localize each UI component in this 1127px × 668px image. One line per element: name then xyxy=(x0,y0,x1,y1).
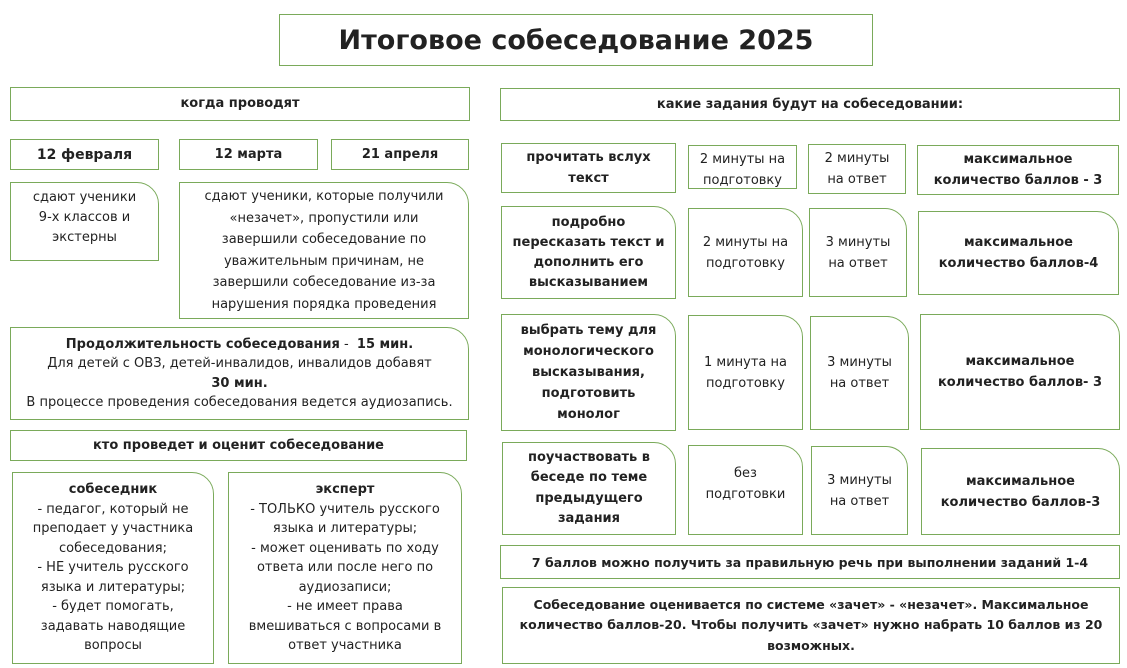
expert-box xyxy=(228,472,462,664)
answer-text: 3 минуты xyxy=(827,355,892,370)
who-header xyxy=(10,430,467,461)
task-text: задания xyxy=(557,511,621,526)
feb-desc-line: 9-х классов и xyxy=(38,210,131,225)
duration-box xyxy=(10,327,469,420)
mar-desc-line: нарушения порядка проведения xyxy=(211,296,437,312)
feb-desc-line: сдают ученики xyxy=(32,190,137,205)
task-text: пересказать текст и xyxy=(512,234,665,250)
task-text: поучаствовать в xyxy=(528,449,650,465)
task-row-4-score xyxy=(921,448,1120,535)
task-row-3-score xyxy=(920,314,1120,430)
mar-desc-line: уважительным причинам, не xyxy=(223,253,425,269)
task-text: высказывания, xyxy=(532,365,645,380)
answer-text: 3 минуты xyxy=(827,472,892,488)
date-apr-label: 21 апреля xyxy=(361,146,439,162)
duration-label: Продолжительность собеседования xyxy=(65,336,340,352)
interlocutor-line: языка и литературы; xyxy=(40,579,186,595)
duration-line-1 xyxy=(66,335,413,355)
task-row-4-task xyxy=(502,442,676,535)
grading-box xyxy=(502,587,1120,664)
interlocutor-line: преподает у участника xyxy=(32,521,194,537)
prep-text: подготовки xyxy=(705,487,786,502)
task-text: беседе по теме xyxy=(530,470,648,485)
task-row-1-prep xyxy=(688,145,797,189)
task-text: выбрать тему для xyxy=(520,323,657,338)
prep-text: 2 минуты на xyxy=(702,234,789,250)
prep-text: 2 минуты на xyxy=(699,152,786,167)
mar-desc-line: сдают ученики, которые получили xyxy=(204,189,444,204)
task-row-3-prep xyxy=(688,315,803,430)
answer-text: 3 минуты xyxy=(825,234,891,250)
duration-extra: 30 мин. xyxy=(211,375,268,391)
answer-text: на ответ xyxy=(829,376,890,391)
who-header-label: кто проведет и оценит собеседование xyxy=(92,437,384,453)
answer-text: на ответ xyxy=(829,493,890,509)
score-text: количество баллов- 3 xyxy=(937,375,1103,390)
expert-line: - не имеет права xyxy=(287,599,403,615)
interlocutor-line: собеседования; xyxy=(59,540,167,556)
score-text: максимальное xyxy=(963,152,1073,167)
feb-desc-line: экстерны xyxy=(52,230,117,245)
duration-line-4: В процессе проведения собеседования ведется аудиозапись. xyxy=(26,395,453,410)
score-text: количество баллов-4 xyxy=(938,256,1099,271)
task-row-2-prep xyxy=(688,208,803,297)
speech-note xyxy=(500,545,1120,579)
task-text: монологического xyxy=(523,344,654,359)
mar-description xyxy=(179,182,469,319)
interlocutor-title: собеседник xyxy=(68,482,158,498)
score-text: максимальное xyxy=(964,235,1073,250)
score-text: максимальное xyxy=(965,354,1075,369)
duration-value: 15 мин. xyxy=(356,336,414,352)
grading-line: возможных. xyxy=(767,637,855,653)
task-row-1-task xyxy=(501,143,676,193)
task-text: монолог xyxy=(557,407,620,422)
prep-text: подготовку xyxy=(706,255,785,271)
score-text: количество баллов - 3 xyxy=(933,173,1103,188)
expert-line: аудиозаписи; xyxy=(298,579,392,595)
page-title-box xyxy=(279,14,873,66)
expert-line: вмешиваться с вопросами в xyxy=(248,618,442,634)
interlocutor-box xyxy=(12,472,214,664)
grading-line: количество баллов-20. Чтобы получить «зачет» нужно набрать 10 баллов из 20 xyxy=(519,617,1103,633)
expert-title: эксперт xyxy=(315,482,375,498)
task-row-3-task xyxy=(501,314,676,431)
date-mar-label: 12 марта xyxy=(214,146,283,162)
answer-text: на ответ xyxy=(828,255,888,271)
duration-line-2: Для детей с ОВЗ, детей-инвалидов, инвалидов добавят xyxy=(47,356,432,371)
interlocutor-line: вопросы xyxy=(84,638,142,654)
interlocutor-line: - НЕ учитель русского xyxy=(37,560,189,576)
task-row-2-answer xyxy=(809,208,907,297)
expert-line: ответ участника xyxy=(288,638,402,654)
score-text: максимальное xyxy=(966,473,1075,489)
mar-desc-line: «незачет», пропустили или xyxy=(229,210,419,226)
date-mar xyxy=(179,139,318,170)
interlocutor-line: - педагог, который не xyxy=(37,501,189,517)
date-apr xyxy=(331,139,469,170)
expert-line: языка и литературы; xyxy=(272,521,418,537)
tasks-header xyxy=(500,88,1120,121)
expert-line: - ТОЛЬКО учитель русского xyxy=(250,501,440,517)
task-row-4-answer xyxy=(811,446,908,535)
task-text: дополнить его xyxy=(533,254,644,270)
mar-desc-line: завершили собеседование из-за xyxy=(212,275,436,290)
duration-sep: - xyxy=(339,336,357,352)
task-text: текст xyxy=(568,171,609,186)
interlocutor-line: - будет помогать, xyxy=(52,599,174,615)
grading-line: Собеседование оценивается по системе «зачет» - «незачет». Максимальное xyxy=(533,596,1089,612)
interlocutor-line: задавать наводящие xyxy=(40,618,186,634)
date-feb xyxy=(10,139,159,170)
task-row-4-prep xyxy=(688,445,803,535)
task-row-1-score xyxy=(917,145,1119,195)
when-header xyxy=(10,87,470,121)
expert-line: ответа или после него по xyxy=(256,560,434,576)
task-row-2-score xyxy=(918,211,1119,295)
prep-text: подготовку xyxy=(706,375,785,391)
task-text: прочитать вслух xyxy=(526,150,651,165)
task-text: предыдущего xyxy=(535,490,643,506)
mar-desc-line: завершили собеседование по xyxy=(221,232,427,247)
task-text: высказыванием xyxy=(528,274,649,290)
expert-line: - может оценивать по ходу xyxy=(251,540,439,556)
speech-note-label: 7 баллов можно получить за правильную речь при выполнении заданий 1-4 xyxy=(531,554,1089,570)
task-row-3-answer xyxy=(810,316,909,430)
prep-text: 1 минута на xyxy=(704,354,787,370)
answer-text: на ответ xyxy=(827,172,887,187)
task-row-2-task xyxy=(501,206,676,299)
task-text: подробно xyxy=(551,214,626,230)
page-title: Итоговое собеседование 2025 xyxy=(338,24,814,56)
task-text: подготовить xyxy=(541,386,636,401)
feb-description xyxy=(10,182,159,261)
date-feb-label: 12 февраля xyxy=(36,146,133,163)
answer-text: 2 минуты xyxy=(824,151,890,166)
task-row-1-answer xyxy=(808,144,906,194)
tasks-header-label: какие задания будут на собеседовании: xyxy=(656,96,964,112)
prep-text: без xyxy=(734,466,757,481)
when-header-label: когда проводят xyxy=(180,96,300,111)
score-text: количество баллов-3 xyxy=(940,494,1101,510)
prep-text: подготовку xyxy=(703,173,782,188)
